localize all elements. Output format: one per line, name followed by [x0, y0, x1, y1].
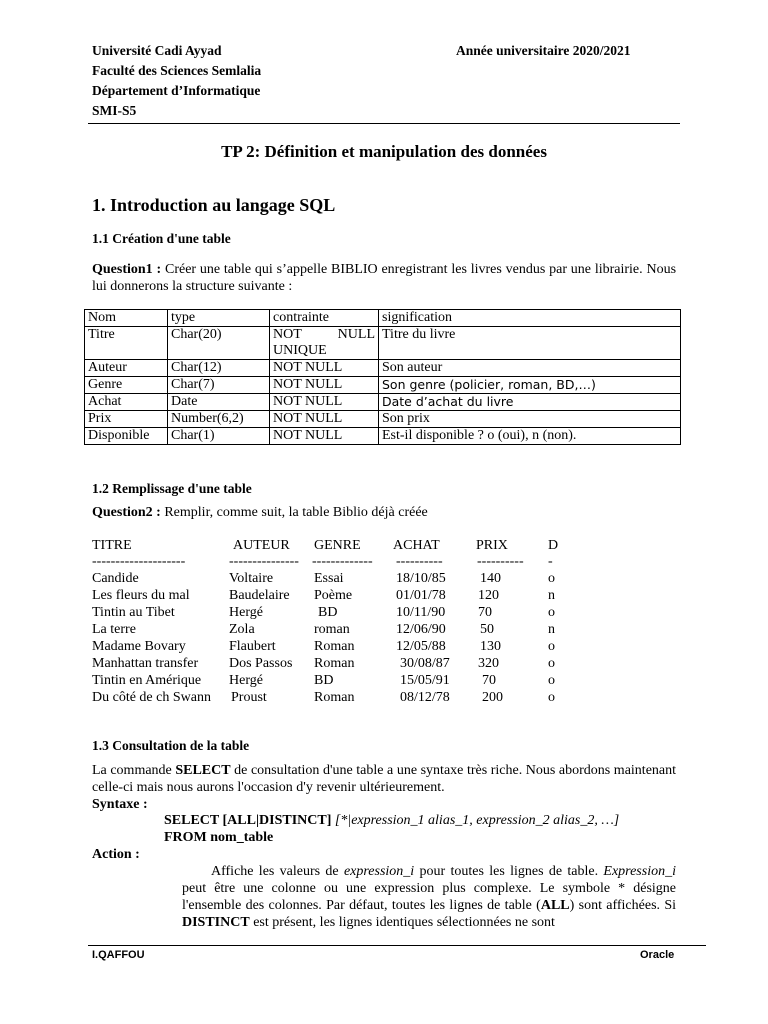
list-item: 70: [482, 673, 496, 688]
table-cell: Achat: [85, 394, 168, 411]
list-item: Essai: [314, 571, 344, 586]
list-item: La terre: [92, 622, 136, 637]
syntax-select: SELECT [ALL|DISTINCT]: [164, 813, 332, 828]
subsection-1-1: 1.1 Création d'une table: [92, 231, 231, 246]
table-row: [85, 327, 681, 360]
action-label: Action :: [92, 847, 140, 862]
list-item: Poème: [314, 588, 353, 603]
list-item: Flaubert: [229, 639, 276, 654]
list-item: roman: [314, 622, 350, 637]
table-cell: Son genre (policier, roman, BD,…): [379, 377, 681, 394]
footer-subject: Oracle: [640, 949, 675, 961]
data-header-auteur: AUTEUR: [233, 538, 290, 553]
list-item: Hergé: [229, 605, 263, 620]
data-dash-achat: ----------: [396, 554, 443, 569]
table-header-cell: type: [168, 310, 270, 327]
question-2: [92, 504, 428, 521]
table-cell: Disponible: [85, 428, 168, 445]
structure-table: [84, 309, 681, 445]
list-item: 50: [480, 622, 494, 637]
table-cell: NOT NULL: [270, 428, 379, 445]
question-2-text: Remplir, comme suit, la table Biblio déjà créée: [164, 505, 428, 520]
faculty-name: Faculté des Sciences Semlalia: [92, 63, 262, 78]
list-item: o: [548, 690, 555, 705]
table-cell: Char(20): [168, 327, 270, 360]
list-item: Roman: [314, 656, 355, 671]
data-header-titre: TITRE: [92, 538, 132, 553]
list-item: o: [548, 673, 555, 688]
document-title: TP 2: Définition et manipulation des données: [221, 142, 547, 161]
table-cell: NOT NULL: [270, 411, 379, 428]
table-cell: Son prix: [379, 411, 681, 428]
data-header-prix: PRIX: [476, 538, 508, 553]
table-row: [85, 411, 681, 428]
list-item: 120: [478, 588, 499, 603]
footer-author: I.QAFFOU: [92, 949, 145, 961]
expression-term: expression_i: [343, 864, 415, 879]
data-dash-auteur: ---------------: [229, 554, 299, 569]
table-cell: NOT NULL: [270, 377, 379, 394]
list-item: 12/06/90: [396, 622, 446, 637]
list-item: Candide: [92, 571, 139, 586]
syntax-line-1: [164, 812, 676, 829]
table-header-cell: Nom: [85, 310, 168, 327]
syntax-label: Syntaxe :: [92, 797, 148, 812]
table-row: [85, 360, 681, 377]
data-dash-genre: -------------: [312, 554, 373, 569]
list-item: Baudelaire: [229, 588, 290, 603]
table-row: [85, 428, 681, 445]
list-item: 140: [480, 571, 501, 586]
table-cell: Titre du livre: [379, 327, 681, 360]
table-cell: Prix: [85, 411, 168, 428]
list-item: Zola: [229, 622, 255, 637]
table-cell: Auteur: [85, 360, 168, 377]
class-name: SMI-S5: [92, 103, 137, 118]
list-item: Tintin en Amérique: [92, 673, 202, 688]
header-rule: [88, 123, 680, 124]
table-row: [85, 377, 681, 394]
expression-term: Expression_i: [603, 864, 676, 879]
subsection-1-2: 1.2 Remplissage d'une table: [92, 481, 252, 496]
list-item: BD: [318, 605, 338, 620]
data-header-d: D: [548, 538, 559, 553]
list-item: Les fleurs du mal: [92, 588, 190, 603]
list-item: 15/05/91: [400, 673, 450, 688]
list-item: n: [548, 588, 555, 603]
list-item: o: [548, 656, 555, 671]
table-cell: Date d’achat du livre: [379, 394, 681, 411]
paragraph-text: est présent, les lignes identiques sélectionnées ne sont: [249, 915, 555, 930]
footer-rule: [88, 945, 706, 946]
list-item: 10/11/90: [396, 605, 446, 620]
university-name: Université Cadi Ayyad: [92, 43, 222, 58]
list-item: 200: [482, 690, 503, 705]
paragraph-text: peut être une colonne ou une expression plus complexe. Le symbole * désigne l'ensemble des colonnes. Par défaut, toutes les lignes de table (: [182, 881, 676, 913]
list-item: 320: [478, 656, 499, 671]
question-1-text: Créer une table qui s’appelle BIBLIO enregistrant les livres vendus par une librairie. Nous lui donnerons la structure suivante :: [92, 262, 677, 294]
table-cell: Char(1): [168, 428, 270, 445]
table-row: [85, 394, 681, 411]
table-cell: Char(7): [168, 377, 270, 394]
list-item: Proust: [231, 690, 267, 705]
list-item: 01/01/78: [396, 588, 446, 603]
paragraph-text: Affiche les valeurs de: [211, 864, 344, 879]
question-1: [92, 261, 676, 295]
table-cell: NOT NULL: [270, 360, 379, 377]
table-cell: Char(12): [168, 360, 270, 377]
data-header-genre: GENRE: [314, 538, 361, 553]
table-header-cell: contrainte: [270, 310, 379, 327]
list-item: 70: [478, 605, 492, 620]
distinct-keyword: DISTINCT: [182, 915, 250, 930]
list-item: Hergé: [229, 673, 263, 688]
table-cell: NOT NULL UNIQUE: [270, 327, 379, 360]
data-dash-titre: --------------------: [92, 554, 186, 569]
list-item: 18/10/85: [396, 571, 446, 586]
paragraph-text: de consultation d'une table a une syntaxe très riche. Nous abordons maintenant celle-ci mais nous aurons l'occasion d'y revenir ultérieurement.: [92, 763, 677, 795]
table-cell: Est-il disponible ? o (oui), n (non).: [379, 428, 681, 445]
list-item: Voltaire: [229, 571, 274, 586]
list-item: o: [548, 639, 555, 654]
table-cell: Son auteur: [379, 360, 681, 377]
question-2-label: Question2 :: [92, 505, 161, 520]
all-keyword: ALL: [540, 898, 570, 913]
list-item: 30/08/87: [400, 656, 450, 671]
data-header-achat: ACHAT: [393, 538, 440, 553]
subsection-1-3: 1.3 Consultation de la table: [92, 738, 250, 753]
list-item: Manhattan transfer: [92, 656, 199, 671]
paragraph-text: La commande: [92, 763, 176, 778]
list-item: n: [548, 622, 555, 637]
list-item: 08/12/78: [400, 690, 450, 705]
data-dash-d: -: [548, 554, 553, 569]
list-item: Dos Passos: [229, 656, 293, 671]
table-cell: Titre: [85, 327, 168, 360]
syntax-expressions: [*|expression_1 alias_1, expression_2 alias_2, …]: [331, 813, 620, 828]
syntax-line-2: FROM nom_table: [164, 830, 274, 845]
list-item: Roman: [314, 639, 355, 654]
data-dash-prix: ----------: [477, 554, 524, 569]
list-item: Madame Bovary: [92, 639, 186, 654]
table-cell: Number(6,2): [168, 411, 270, 428]
list-item: 12/05/88: [396, 639, 446, 654]
table-cell: Date: [168, 394, 270, 411]
list-item: BD: [314, 673, 334, 688]
paragraph-text: ) sont affichées. Si: [569, 898, 676, 913]
list-item: o: [548, 605, 555, 620]
question-1-label: Question1 :: [92, 262, 162, 277]
academic-year: Année universitaire 2020/2021: [456, 43, 631, 58]
department-name: Département d’Informatique: [92, 83, 261, 98]
list-item: Roman: [314, 690, 355, 705]
select-intro-paragraph: [92, 762, 676, 796]
table-header-row: [85, 310, 681, 327]
select-keyword: SELECT: [175, 763, 231, 778]
action-paragraph: [182, 863, 676, 931]
table-header-cell: signification: [379, 310, 681, 327]
table-cell: Genre: [85, 377, 168, 394]
list-item: o: [548, 571, 555, 586]
section-heading: 1. Introduction au langage SQL: [92, 195, 336, 215]
list-item: Du côté de ch Swann: [92, 690, 211, 705]
table-cell: NOT NULL: [270, 394, 379, 411]
list-item: 130: [480, 639, 501, 654]
list-item: Tintin au Tibet: [92, 605, 175, 620]
paragraph-text: pour toutes les lignes de table.: [414, 864, 604, 879]
